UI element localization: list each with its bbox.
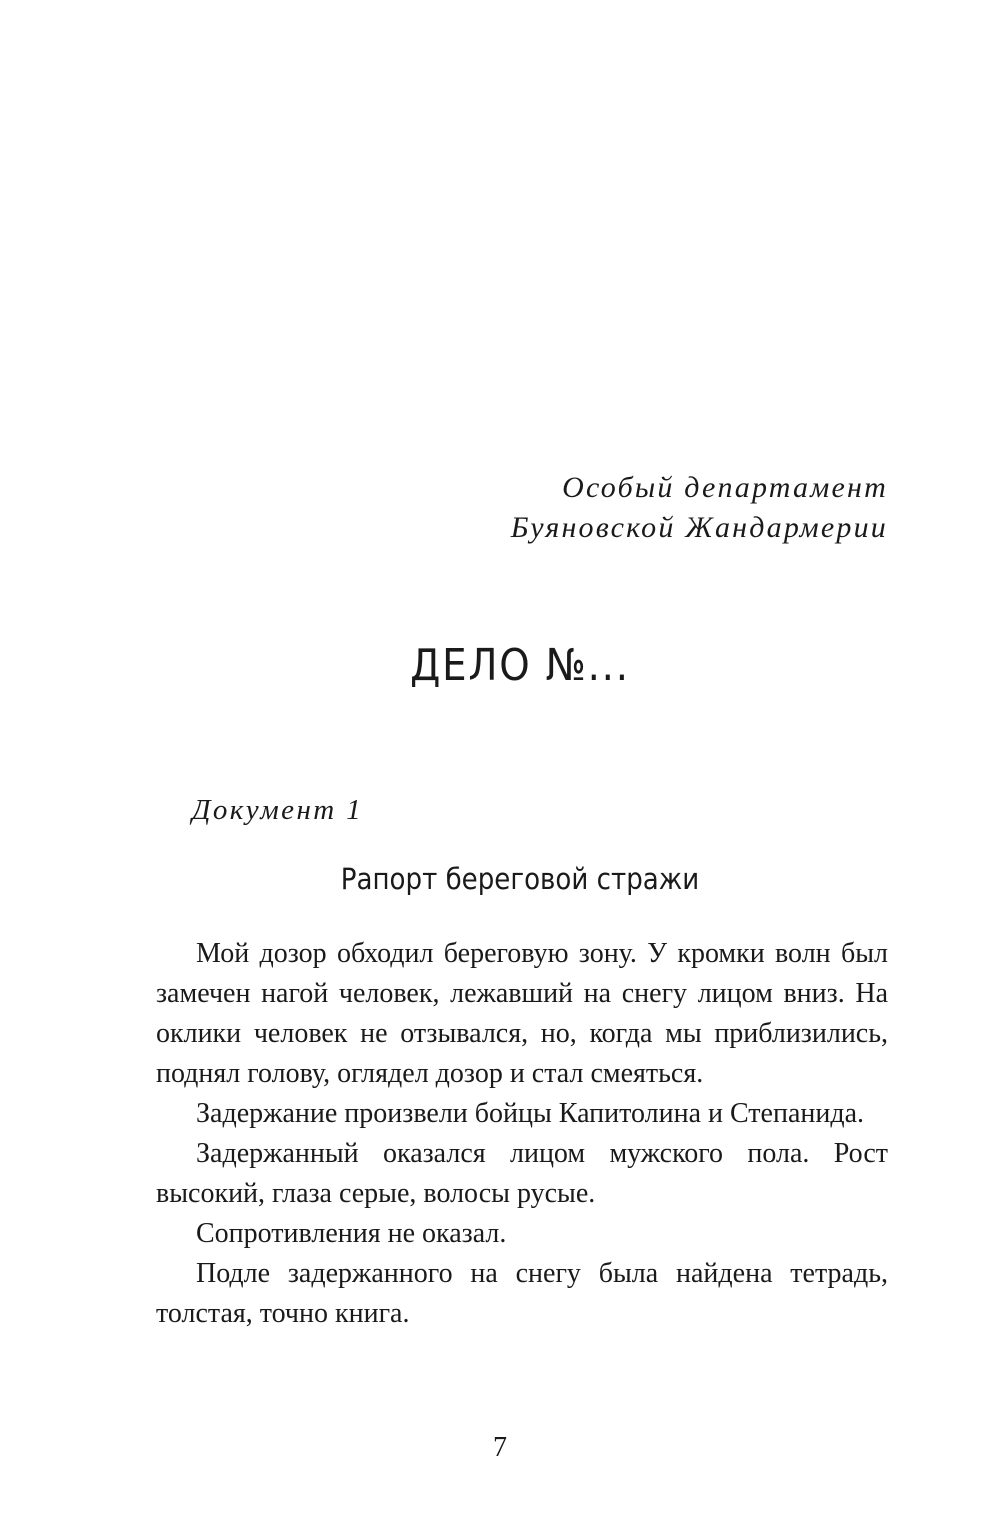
paragraph: Задержание произвели бойцы Капитолина и Степанида. <box>196 1098 865 1129</box>
paragraph: Мой дозор обходил береговую зону. У кромки волн был замечен нагой человек, лежавший на снегу лицом вниз. На оклики человек не отзывался, но, когда мы приблизились, поднял голову, оглядел дозор и стал смеяться. <box>156 938 888 1089</box>
epigraph-line-2: Буяновской Жандармерии <box>510 511 888 544</box>
report-title: Рапорт береговой стражи <box>340 862 700 896</box>
paragraph: Подле задержанного на снегу была найдена тетрадь, толстая, точно книга. <box>156 1258 888 1329</box>
case-title: ДЕЛО №... <box>410 640 630 691</box>
epigraph <box>511 468 888 548</box>
paragraph: Сопротивления не оказал. <box>196 1218 507 1249</box>
report-body <box>156 934 888 1334</box>
epigraph-line-1: Особый департамент <box>562 471 888 504</box>
page-number: 7 <box>493 1432 507 1463</box>
paragraph: Задержанный оказался лицом мужского пола. Рост высокий, глаза серые, волосы русые. <box>156 1138 888 1209</box>
document-label: Документ 1 <box>192 794 364 826</box>
